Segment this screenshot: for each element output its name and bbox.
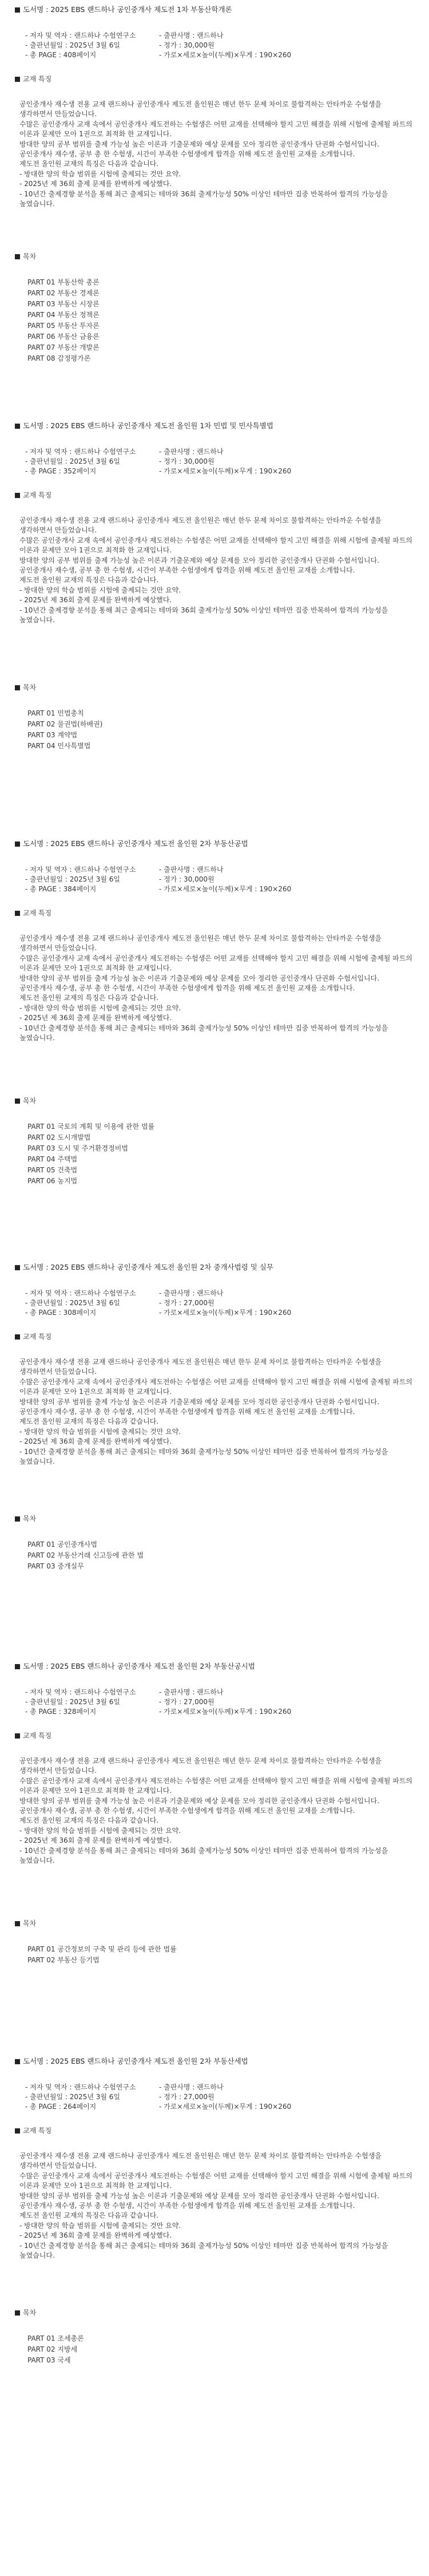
intro-line: - 2025년 제 36회 출제 문제를 완벽하게 예상했다.	[19, 1437, 172, 1446]
toc-item: PART 08 감정평가론	[27, 354, 91, 362]
publish-date-field: - 출판년월일 : 2025년 3월 6일	[25, 875, 120, 883]
toc-item: PART 01 국토의 계획 및 이용에 관한 법률	[27, 1123, 155, 1131]
intro-heading-row	[15, 1731, 415, 1741]
square-bullet-icon	[15, 2059, 20, 2064]
toc-item: PART 03 중개실무	[27, 1562, 84, 1570]
intro-line: 공인중개사 재수생, 공부 총 한 수험생, 시간이 부족한 수험생에게 합격을 위해 제도전 올인원 교재를 소개합니다.	[19, 150, 355, 159]
toc-item: PART 02 부동산 경제론	[27, 289, 100, 297]
toc-heading: 목차	[23, 1097, 37, 1105]
toc-list	[27, 1944, 177, 1966]
intro-line: 공인중개사 재수생, 공부 총 한 수험생, 시간이 부족한 수험생에게 합격을 위해 제도전 올인원 교재를 소개합니다.	[19, 984, 355, 993]
toc-item: PART 03 도시 및 주거환경정비법	[27, 1144, 128, 1152]
square-bullet-icon	[15, 1733, 20, 1739]
square-bullet-icon	[15, 911, 20, 916]
author-field: - 저자 및 역자 : 랜드하나 수험연구소	[25, 1289, 136, 1297]
publisher-field: - 출판사명 : 랜드하나	[159, 1289, 224, 1297]
intro-heading-row	[15, 491, 415, 500]
toc-item: PART 01 공인중개사법	[27, 1540, 97, 1548]
toc-list	[27, 277, 100, 364]
intro-heading: 교재 특징	[23, 2127, 52, 2135]
intro-text	[19, 1756, 414, 1866]
intro-heading-row	[15, 908, 415, 918]
toc-item: PART 05 부동산 투자론	[27, 322, 100, 330]
square-bullet-icon	[15, 1516, 20, 1522]
intro-text	[19, 2151, 414, 2261]
intro-heading: 교재 특징	[23, 1333, 52, 1341]
author-field: - 저자 및 역자 : 랜드하나 수험연구소	[25, 31, 136, 39]
intro-line: - 10년간 출제경향 분석을 통해 최근 출제되는 테마와 36회 출제가능성 50% 이상인 테마만 집중 반복하여 합격의 가능성을 높였습니다.	[19, 1846, 388, 1865]
intro-line: 방대한 양의 공부 범위를 출제 가능성 높은 이론과 기출문제와 예상 문제를 모아 정리한 공인중개사 단권화 수험서입니다.	[19, 1796, 380, 1805]
page-count-field: - 총 PAGE : 352페이지	[25, 467, 97, 475]
intro-line: - 방대한 양의 학습 범위를 시험에 출제되는 것만 요약.	[19, 1427, 181, 1436]
publisher-field: - 출판사명 : 랜드하나	[159, 31, 224, 39]
toc-item: PART 02 도시개발법	[27, 1133, 91, 1141]
intro-line: 공인중개사 재수생 전용 교재 랜드하나 공인중개사 제도전 올인원은 매년 한두 문제 차이로 불합격하는 안타까운 수험생을 생각하면서 만들었습니다.	[19, 2152, 382, 2170]
size-field: - 가로×세로×높이(두께)×무게 : 190×260	[159, 1708, 292, 1716]
toc-heading-row	[15, 252, 415, 262]
intro-line: - 10년간 출제경향 분석을 통해 최근 출제되는 테마와 36회 출제가능성 50% 이상인 테마만 집중 반복하여 합격의 가능성을 높였습니다.	[19, 606, 388, 625]
intro-line: - 10년간 출제경향 분석을 통해 최근 출제되는 테마와 36회 출제가능성 50% 이상인 테마만 집중 반복하여 합격의 가능성을 높였습니다.	[19, 1447, 388, 1466]
intro-line: - 방대한 양의 학습 범위를 시험에 출제되는 것만 요약.	[19, 586, 181, 594]
publish-date-field: - 출판년월일 : 2025년 3월 6일	[25, 1299, 120, 1307]
intro-line: 제도전 올인원 교재의 특징은 다음과 같습니다.	[19, 2211, 159, 2220]
publisher-field: - 출판사명 : 랜드하나	[159, 1688, 224, 1696]
publish-date-field: - 출판년월일 : 2025년 3월 6일	[25, 41, 120, 49]
toc-item: PART 04 부동산 정책론	[27, 311, 100, 319]
toc-item: PART 02 부동산거래 신고등에 관한 법	[27, 1551, 144, 1559]
page-count-field: - 총 PAGE : 308페이지	[25, 1309, 97, 1317]
square-bullet-icon	[15, 1664, 20, 1669]
intro-heading-row	[15, 1332, 415, 1342]
square-bullet-icon	[15, 1334, 20, 1340]
size-field: - 가로×세로×높이(두께)×무게 : 190×260	[159, 2103, 292, 2111]
square-bullet-icon	[15, 1099, 20, 1104]
price-field: - 정가 : 30,000원	[159, 41, 214, 49]
publisher-field: - 출판사명 : 랜드하나	[159, 866, 224, 874]
page-count-field: - 총 PAGE : 408페이지	[25, 51, 97, 59]
toc-item: PART 01 민법총칙	[27, 709, 84, 717]
book-title: 도서명 : 2025 EBS 랜드하나 공인중개사 제도전 올인원 2차 부동산세법	[23, 2057, 248, 2065]
intro-line: - 2025년 제 36회 출제 문제를 완벽하게 예상했다.	[19, 1014, 172, 1022]
author-field: - 저자 및 역자 : 랜드하나 수험연구소	[25, 1688, 136, 1696]
book-title: 도서명 : 2025 EBS 랜드하나 공인중개사 제도전 1차 부동산학개론	[23, 5, 232, 14]
toc-item: PART 02 지방세	[27, 2345, 78, 2353]
intro-line: 방대한 양의 공부 범위를 출제 가능성 높은 이론과 기출문제와 예상 문제를 모아 정리한 공인중개사 단권화 수험서입니다.	[19, 556, 380, 564]
intro-line: - 2025년 제 36회 출제 문제를 완벽하게 예상했다.	[19, 596, 172, 605]
page-count-field: - 총 PAGE : 264페이지	[25, 2103, 97, 2111]
toc-item: PART 05 건축법	[27, 1166, 78, 1174]
toc-item: PART 03 부동산 시장론	[27, 300, 100, 308]
toc-item: PART 04 민사특별법	[27, 742, 91, 750]
toc-item: PART 03 국세	[27, 2356, 71, 2364]
intro-line: 공인중개사 재수생, 공부 총 한 수험생, 시간이 부족한 수험생에게 합격을 위해 제도전 올인원 교재를 소개합니다.	[19, 2202, 355, 2210]
intro-heading: 교재 특징	[23, 909, 52, 917]
intro-line: 공인중개사 재수생 전용 교재 랜드하나 공인중개사 제도전 올인원은 매년 한두 문제 차이로 불합격하는 안타까운 수험생을 생각하면서 만들었습니다.	[19, 1358, 382, 1376]
author-field: - 저자 및 역자 : 랜드하나 수험연구소	[25, 448, 136, 456]
intro-line: 공인중개사 재수생, 공부 총 한 수험생, 시간이 부족한 수험생에게 합격을 위해 제도전 올인원 교재를 소개합니다.	[19, 1807, 355, 1815]
price-field: - 정가 : 27,000원	[159, 2093, 214, 2101]
intro-line: 제도전 올인원 교재의 특징은 다음과 같습니다.	[19, 1417, 159, 1426]
book-title: 도서명 : 2025 EBS 랜드하나 공인중개사 제도전 올인원 2차 중개사법령 및 실무	[23, 1263, 273, 1271]
intro-line: 공인중개사 재수생 전용 교재 랜드하나 공인중개사 제도전 올인원은 매년 한두 문제 차이로 불합격하는 안타까운 수험생을 생각하면서 만들었습니다.	[19, 516, 382, 535]
intro-line: 공인중개사 재수생 전용 교재 랜드하나 공인중개사 제도전 올인원은 매년 한두 문제 차이로 불합격하는 안타까운 수험생을 생각하면서 만들었습니다.	[19, 1757, 382, 1775]
square-bullet-icon	[15, 1921, 20, 1926]
intro-line: 공인중개사 재수생 전용 교재 랜드하나 공인중개사 제도전 올인원은 매년 한두 문제 차이로 불합격하는 안타까운 수험생을 생각하면서 만들었습니다.	[19, 934, 382, 953]
toc-heading-row	[15, 2308, 415, 2318]
intro-line: - 2025년 제 36회 출제 문제를 완벽하게 예상했다.	[19, 180, 172, 188]
intro-line: 제도전 올인원 교재의 특징은 다음과 같습니다.	[19, 576, 159, 584]
publish-date-field: - 출판년월일 : 2025년 3월 6일	[25, 2093, 120, 2101]
intro-text	[19, 1357, 414, 1467]
square-bullet-icon	[15, 77, 20, 82]
price-field: - 정가 : 30,000원	[159, 875, 214, 883]
intro-line: 수많은 공인중개사 교재 속에서 공인중개사 제도전하는 수험생은 어떤 교재를 선택해야 할지 고민 해결을 위해 시험에 출제될 파트의 이론과 문제만 모아 1권으로 최적화 한 교재입니다.	[19, 2171, 413, 2190]
intro-line: 방대한 양의 공부 범위를 출제 가능성 높은 이론과 기출문제와 예상 문제를 모아 정리한 공인중개사 단권화 수험서입니다.	[19, 140, 380, 148]
intro-line: - 방대한 양의 학습 범위를 시험에 출제되는 것만 요약.	[19, 1826, 181, 1835]
intro-text	[19, 934, 414, 1043]
toc-item: PART 06 부동산 금융론	[27, 333, 100, 341]
toc-item: PART 03 계약법	[27, 731, 78, 739]
square-bullet-icon	[15, 7, 20, 13]
square-bullet-icon	[15, 2310, 20, 2316]
intro-line: 수많은 공인중개사 교재 속에서 공인중개사 제도전하는 수험생은 어떤 교재를 선택해야 할지 고민 해결을 위해 시험에 출제될 파트의 이론과 문제만 모아 1권으로 최적화 한 교재입니다.	[19, 120, 413, 139]
toc-list	[27, 708, 102, 752]
publisher-field: - 출판사명 : 랜드하나	[159, 2083, 224, 2091]
page-count-field: - 총 PAGE : 384페이지	[25, 885, 97, 893]
intro-line: - 방대한 양의 학습 범위를 시험에 출제되는 것만 요약.	[19, 169, 181, 178]
intro-line: 수많은 공인중개사 교재 속에서 공인중개사 제도전하는 수험생은 어떤 교재를 선택해야 할지 고민 해결을 위해 시험에 출제될 파트의 이론과 문제만 모아 1권으로 최적화 한 교재입니다.	[19, 1377, 413, 1396]
toc-heading-row	[15, 1514, 415, 1524]
toc-item: PART 07 부동산 개발론	[27, 343, 100, 351]
toc-heading-row	[15, 683, 415, 693]
toc-heading: 목차	[23, 252, 37, 260]
intro-line: - 10년간 출제경향 분석을 통해 최근 출제되는 테마와 36회 출제가능성 50% 이상인 테마만 집중 반복하여 합격의 가능성을 높였습니다.	[19, 2241, 388, 2260]
intro-line: 방대한 양의 공부 범위를 출제 가능성 높은 이론과 기출문제와 예상 문제를 모아 정리한 공인중개사 단권화 수험서입니다.	[19, 1397, 380, 1406]
square-bullet-icon	[15, 841, 20, 847]
intro-line: 공인중개사 재수생, 공부 총 한 수험생, 시간이 부족한 수험생에게 합격을 위해 제도전 올인원 교재를 소개합니다.	[19, 1408, 355, 1416]
intro-line: 제도전 올인원 교재의 특징은 다음과 같습니다.	[19, 1816, 159, 1825]
intro-line: - 10년간 출제경향 분석을 통해 최근 출제되는 테마와 36회 출제가능성 50% 이상인 테마만 집중 반복하여 합격의 가능성을 높였습니다.	[19, 1024, 388, 1042]
intro-heading-row	[15, 74, 415, 84]
intro-line: 방대한 양의 공부 범위를 출제 가능성 높은 이론과 기출문제와 예상 문제를 모아 정리한 공인중개사 단권화 수험서입니다.	[19, 2191, 380, 2200]
intro-line: 공인중개사 재수생 전용 교재 랜드하나 공인중개사 제도전 올인원은 매년 한두 문제 차이로 불합격하는 안타까운 수험생을 생각하면서 만들었습니다.	[19, 100, 382, 118]
square-bullet-icon	[15, 685, 20, 690]
intro-line: 수많은 공인중개사 교재 속에서 공인중개사 제도전하는 수험생은 어떤 교재를 선택해야 할지 고민 해결을 위해 시험에 출제될 파트의 이론과 문제만 모아 1권으로 최적화 한 교재입니다.	[19, 1776, 413, 1795]
publisher-field: - 출판사명 : 랜드하나	[159, 448, 224, 456]
intro-line: 제도전 올인원 교재의 특징은 다음과 같습니다.	[19, 160, 159, 168]
size-field: - 가로×세로×높이(두께)×무게 : 190×260	[159, 1309, 292, 1317]
square-bullet-icon	[15, 493, 20, 498]
author-field: - 저자 및 역자 : 랜드하나 수험연구소	[25, 866, 136, 874]
toc-item: PART 02 물권법(하배권)	[27, 720, 103, 728]
intro-line: - 2025년 제 36회 출제 문제를 완벽하게 예상했다.	[19, 2231, 172, 2240]
intro-text	[19, 516, 414, 625]
intro-line: - 2025년 제 36회 출제 문제를 완벽하게 예상했다.	[19, 1836, 172, 1845]
intro-text	[19, 100, 414, 209]
toc-heading-row	[15, 1096, 415, 1106]
toc-list	[27, 1121, 154, 1187]
square-bullet-icon	[15, 424, 20, 429]
toc-heading: 목차	[23, 1919, 37, 1927]
size-field: - 가로×세로×높이(두께)×무게 : 190×260	[159, 885, 292, 893]
price-field: - 정가 : 30,000원	[159, 457, 214, 465]
book-title-row	[15, 5, 415, 14]
size-field: - 가로×세로×높이(두께)×무게 : 190×260	[159, 467, 292, 475]
intro-line: - 10년간 출제경향 분석을 통해 최근 출제되는 테마와 36회 출제가능성 50% 이상인 테마만 집중 반복하여 합격의 가능성을 높였습니다.	[19, 189, 388, 208]
intro-line: 수많은 공인중개사 교재 속에서 공인중개사 제도전하는 수험생은 어떤 교재를 선택해야 할지 고민 해결을 위해 시험에 출제될 파트의 이론과 문제만 모아 1권으로 최적화 한 교재입니다.	[19, 536, 413, 555]
book-title-row	[15, 839, 415, 848]
price-field: - 정가 : 27,000원	[159, 1698, 214, 1706]
book-title: 도서명 : 2025 EBS 랜드하나 공인중개사 제도전 올인원 1차 민법 및 민사특별법	[23, 421, 273, 430]
book-title: 도서명 : 2025 EBS 랜드하나 공인중개사 제도전 올인원 2차 부동산공시법	[23, 1662, 255, 1670]
intro-heading: 교재 특징	[23, 1732, 52, 1740]
toc-heading: 목차	[23, 1515, 37, 1523]
intro-line: - 방대한 양의 학습 범위를 시험에 출제되는 것만 요약.	[19, 2221, 181, 2230]
toc-heading: 목차	[23, 2309, 37, 2317]
toc-item: PART 06 농지법	[27, 1177, 78, 1185]
intro-line: 공인중개사 재수생, 공부 총 한 수험생, 시간이 부족한 수험생에게 합격을 위해 제도전 올인원 교재를 소개합니다.	[19, 566, 355, 575]
intro-heading: 교재 특징	[23, 75, 52, 83]
author-field: - 저자 및 역자 : 랜드하나 수험연구소	[25, 2083, 136, 2091]
book-title-row	[15, 2056, 415, 2066]
toc-heading: 목차	[23, 683, 37, 692]
toc-item: PART 04 주택법	[27, 1155, 78, 1163]
toc-heading-row	[15, 1919, 415, 1929]
toc-list	[27, 2333, 84, 2366]
intro-line: - 방대한 양의 학습 범위를 시험에 출제되는 것만 요약.	[19, 1003, 181, 1012]
intro-line: 방대한 양의 공부 범위를 출제 가능성 높은 이론과 기출문제와 예상 문제를 모아 정리한 공인중개사 단권화 수험서입니다.	[19, 974, 380, 982]
toc-item: PART 01 공간정보의 구축 및 관리 등에 관한 법률	[27, 1945, 177, 1953]
toc-item: PART 02 부동산 등기법	[27, 1956, 100, 1964]
page-count-field: - 총 PAGE : 328페이지	[25, 1708, 97, 1716]
size-field: - 가로×세로×높이(두께)×무게 : 190×260	[159, 51, 292, 59]
square-bullet-icon	[15, 1265, 20, 1270]
toc-item: PART 01 부동산학 총론	[27, 278, 100, 286]
intro-heading: 교재 특징	[23, 491, 52, 499]
book-title-row	[15, 1661, 415, 1671]
square-bullet-icon	[15, 254, 20, 259]
square-bullet-icon	[15, 2128, 20, 2134]
toc-list	[27, 1539, 144, 1572]
intro-line: 수많은 공인중개사 교재 속에서 공인중개사 제도전하는 수험생은 어떤 교재를 선택해야 할지 고민 해결을 위해 시험에 출제될 파트의 이론과 문제만 모아 1권으로 최적화 한 교재입니다.	[19, 954, 413, 973]
book-title: 도서명 : 2025 EBS 랜드하나 공인중개사 제도전 올인원 2차 부동산공법	[23, 839, 248, 848]
publish-date-field: - 출판년월일 : 2025년 3월 6일	[25, 1698, 120, 1706]
book-title-row	[15, 421, 415, 430]
price-field: - 정가 : 27,000원	[159, 1299, 214, 1307]
intro-heading-row	[15, 2126, 415, 2136]
toc-item: PART 01 조세총론	[27, 2334, 84, 2342]
book-title-row	[15, 1262, 415, 1272]
intro-line: 제도전 올인원 교재의 특징은 다음과 같습니다.	[19, 994, 159, 1002]
publish-date-field: - 출판년월일 : 2025년 3월 6일	[25, 457, 120, 465]
